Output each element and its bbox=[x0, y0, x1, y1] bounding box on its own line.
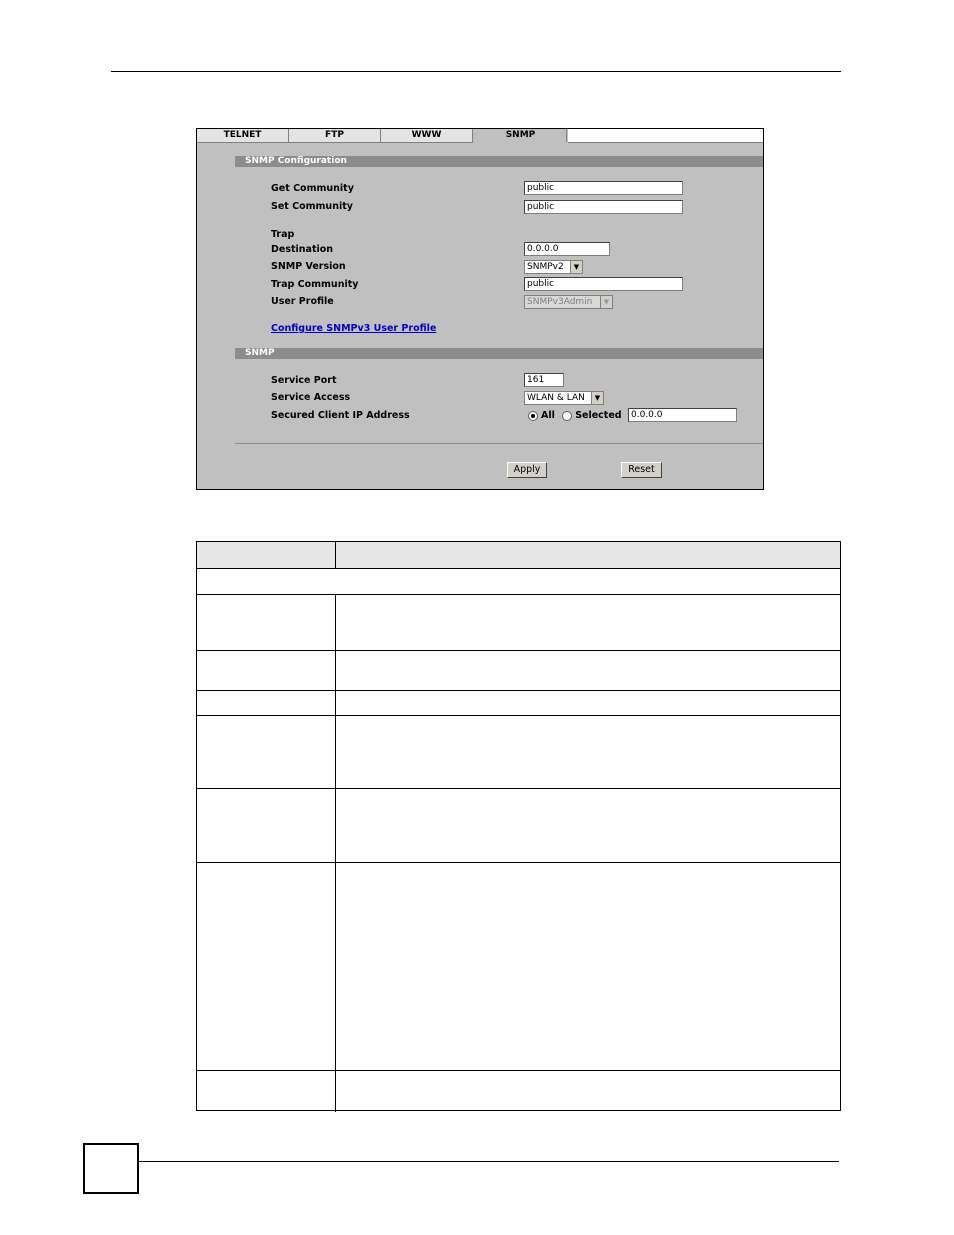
service-port-input[interactable]: 161 bbox=[524, 373, 564, 387]
table-row-divider bbox=[197, 594, 840, 595]
secured-client-ip-label: Secured Client IP Address bbox=[271, 410, 410, 421]
snmp-screen bbox=[196, 128, 764, 490]
destination-label: Destination bbox=[271, 244, 334, 255]
header-column-divider bbox=[335, 542, 336, 568]
user-profile-select[interactable] bbox=[524, 295, 613, 309]
page-number-box bbox=[83, 1143, 139, 1194]
service-access-label: Service Access bbox=[271, 392, 351, 403]
tab-snmp[interactable]: SNMP bbox=[475, 129, 567, 142]
service-access-value: WLAN & LAN bbox=[527, 393, 585, 403]
table-row-divider bbox=[197, 788, 840, 789]
tab-bar bbox=[197, 129, 763, 142]
tab-bar-fill bbox=[568, 129, 763, 143]
table-header-row bbox=[197, 542, 840, 569]
section-snmp-configuration: SNMP Configuration bbox=[235, 156, 763, 167]
selected-ip-input[interactable]: 0.0.0.0 bbox=[628, 408, 737, 422]
set-community-label: Set Community bbox=[271, 201, 353, 212]
tab-ftp[interactable]: FTP bbox=[289, 129, 381, 143]
user-profile-label: User Profile bbox=[271, 296, 334, 307]
configure-snmpv3-user-profile-link[interactable]: Configure SNMPv3 User Profile bbox=[271, 323, 437, 334]
service-access-select[interactable] bbox=[524, 391, 604, 405]
table-row-divider bbox=[197, 1070, 840, 1071]
reset-button[interactable]: Reset bbox=[621, 462, 662, 478]
snmp-version-value: SNMPv2 bbox=[527, 262, 564, 272]
trap-label: Trap bbox=[271, 229, 295, 240]
chevron-down-icon[interactable]: ▼ bbox=[600, 296, 612, 308]
apply-button[interactable]: Apply bbox=[507, 462, 547, 478]
radio-all[interactable] bbox=[528, 411, 538, 421]
table-column-divider bbox=[335, 594, 336, 1112]
destination-input[interactable]: 0.0.0.0 bbox=[524, 242, 610, 256]
tab-telnet[interactable]: TELNET bbox=[197, 129, 289, 143]
snmp-version-select[interactable] bbox=[524, 260, 583, 274]
get-community-label: Get Community bbox=[271, 183, 354, 194]
chevron-down-icon[interactable]: ▼ bbox=[591, 392, 603, 404]
description-table bbox=[196, 541, 841, 1111]
table-row-divider bbox=[197, 650, 840, 651]
trap-community-label: Trap Community bbox=[271, 279, 359, 290]
radio-all-label: All bbox=[541, 410, 555, 421]
tab-www[interactable]: WWW bbox=[381, 129, 473, 143]
service-port-label: Service Port bbox=[271, 375, 337, 386]
snmp-version-label: SNMP Version bbox=[271, 261, 346, 272]
chevron-down-icon[interactable]: ▼ bbox=[570, 261, 582, 273]
header-rule bbox=[111, 71, 841, 72]
set-community-input[interactable]: public bbox=[524, 200, 683, 214]
section-snmp: SNMP bbox=[235, 348, 763, 359]
radio-selected-label: Selected bbox=[575, 410, 622, 421]
trap-community-input[interactable]: public bbox=[524, 277, 683, 291]
section-divider bbox=[235, 443, 763, 444]
secured-client-ip-radios bbox=[528, 410, 622, 421]
user-profile-value: SNMPv3Admin bbox=[527, 297, 593, 307]
get-community-input[interactable]: public bbox=[524, 181, 683, 195]
table-row-divider bbox=[197, 715, 840, 716]
table-row-divider bbox=[197, 862, 840, 863]
radio-selected[interactable] bbox=[562, 411, 572, 421]
footer-rule bbox=[139, 1161, 839, 1162]
table-row-divider bbox=[197, 690, 840, 691]
